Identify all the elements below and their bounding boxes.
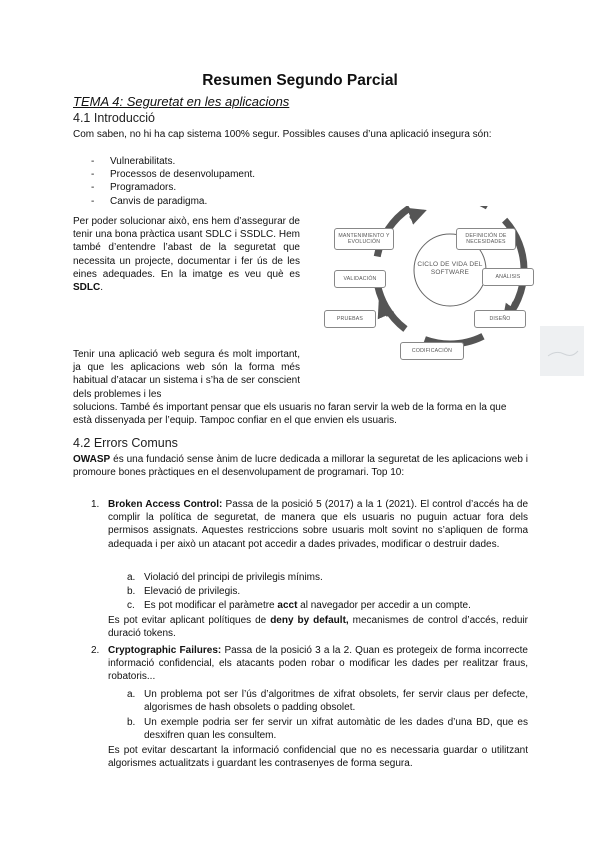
stage-coding: CODIFICACIÓN	[400, 342, 464, 360]
stage-design: DISEÑO	[474, 310, 526, 328]
sub-letter: c.	[127, 600, 135, 611]
intro-paragraph: Com saben, no hi ha cap sistema 100% segur. Possibles causes d’una aplicació insegura són:	[73, 129, 492, 140]
stage-testing: PRUEBAS	[324, 310, 376, 328]
sdlc-paragraph: Per poder solucionar això, ens hem d’assegurar de tenir una bona pràctica usant SDLC i SSDLC. Hem també d’entendre l’abast de la seguretat que necessita un projecte, documentar i fer ús de les eines adequades. En la imatge es veu què es SDLC.	[73, 216, 300, 294]
sub-letter: a.	[127, 572, 136, 583]
sub-letter: b.	[127, 586, 136, 597]
stage-validation: VALIDACIÓN	[334, 270, 386, 288]
sub-item: Es pot modificar el paràmetre acct al navegador per accedir a un compte.	[144, 600, 471, 611]
stage-analysis: ANÁLISIS	[482, 268, 534, 286]
list-item: - Processos de desenvolupament.	[91, 168, 255, 181]
item-closing: Es pot evitar aplicant polítiques de deny by default, mecanismes de control d’accés, reduir duració tokens.	[108, 615, 529, 640]
sub-letter: a.	[127, 689, 136, 700]
sub-letter: b.	[127, 717, 136, 728]
sdlc-term: SDLC	[73, 282, 101, 294]
intro-heading: 4.1 Introducció	[73, 111, 155, 125]
sdlc-cycle-diagram	[312, 206, 584, 386]
causes-list	[91, 155, 255, 208]
web-paragraph-end: solucions. També és important pensar que els usuaris no faran servir la web de la forma en la que està dissenyada per l’equip. Tampoc confiar en el que envien els usuaris.	[73, 402, 507, 427]
stage-maintenance: MANTENIMIENTO Y EVOLUCIÓN	[334, 228, 394, 250]
cryptographic-failures-item: Cryptographic Failures: Passa de la posició 3 a la 2. Quan es protegeix de forma incorrecte informació confidencial, els atacants poden robar o modificar les dades per realitzar fraus, robatoris...	[108, 645, 528, 683]
owasp-paragraph: OWASP és una fundació sense ànim de lucre dedicada a millorar la seguretat de les aplicacions web i promoure bones pràctiques en el desenvolupament de programari. Top 10:	[73, 454, 528, 479]
item-number: 2.	[91, 645, 100, 656]
item-number: 1.	[91, 499, 100, 510]
broken-access-control-item: Broken Access Control: Passa de la posició 5 (2017) a la 1 (2021). El control d’accés ha de complir la política de seguretat, de manera que els usuaris no puguin actuar fora dels permisos assignats. Aquestes restriccions sobre usuaris molt sovint no s’apliquen de forma adequada i per això un atacant pot accedir a dades privades, modificar o destruir dades.	[108, 499, 529, 550]
list-item: - Canvis de paradigma.	[91, 195, 255, 208]
page-title: Resumen Segundo Parcial	[202, 72, 398, 89]
sub-item: Elevació de privilegis.	[144, 586, 241, 597]
section-subtitle: TEMA 4: Seguretat en les aplicacions	[73, 94, 290, 109]
list-item: - Programadors.	[91, 181, 255, 194]
sub-item: Un problema pot ser l’ús d’algoritmes de xifrat obsolets, fer servir claus per defecte, algorismes de hash obsolets o padding obsolet.	[144, 689, 528, 714]
web-paragraph-start: Tenir una aplicació web segura és molt important, ja que les aplicacions web són la forma més habitual d’atacar un sistema i s’ha de ser conscient dels problemes i les	[73, 349, 300, 400]
item-label: Cryptographic Failures:	[108, 645, 222, 656]
sub-item: Un exemple podria ser fer servir un xifrat automàtic de les dades d’una BD, que es desxifren quan les consultem.	[144, 717, 528, 742]
stage-requirements: DEFINICIÓN DE NECESIDADES	[456, 228, 516, 250]
cycle-center-label: CICLO DE VIDA DEL SOFTWARE	[417, 261, 483, 276]
item-closing: Es pot evitar descartant la informació confidencial que no es necessaria guardar o utilitzant algorismes actualitzats i guardant les contrasenyes de forma segura.	[108, 745, 528, 770]
errors-heading: 4.2 Errors Comuns	[73, 436, 178, 450]
sub-item: Violació del principi de privilegis mínims.	[144, 572, 323, 583]
list-item: - Vulnerabilitats.	[91, 155, 255, 168]
owasp-term: OWASP	[73, 454, 111, 465]
item-label: Broken Access Control:	[108, 499, 223, 510]
